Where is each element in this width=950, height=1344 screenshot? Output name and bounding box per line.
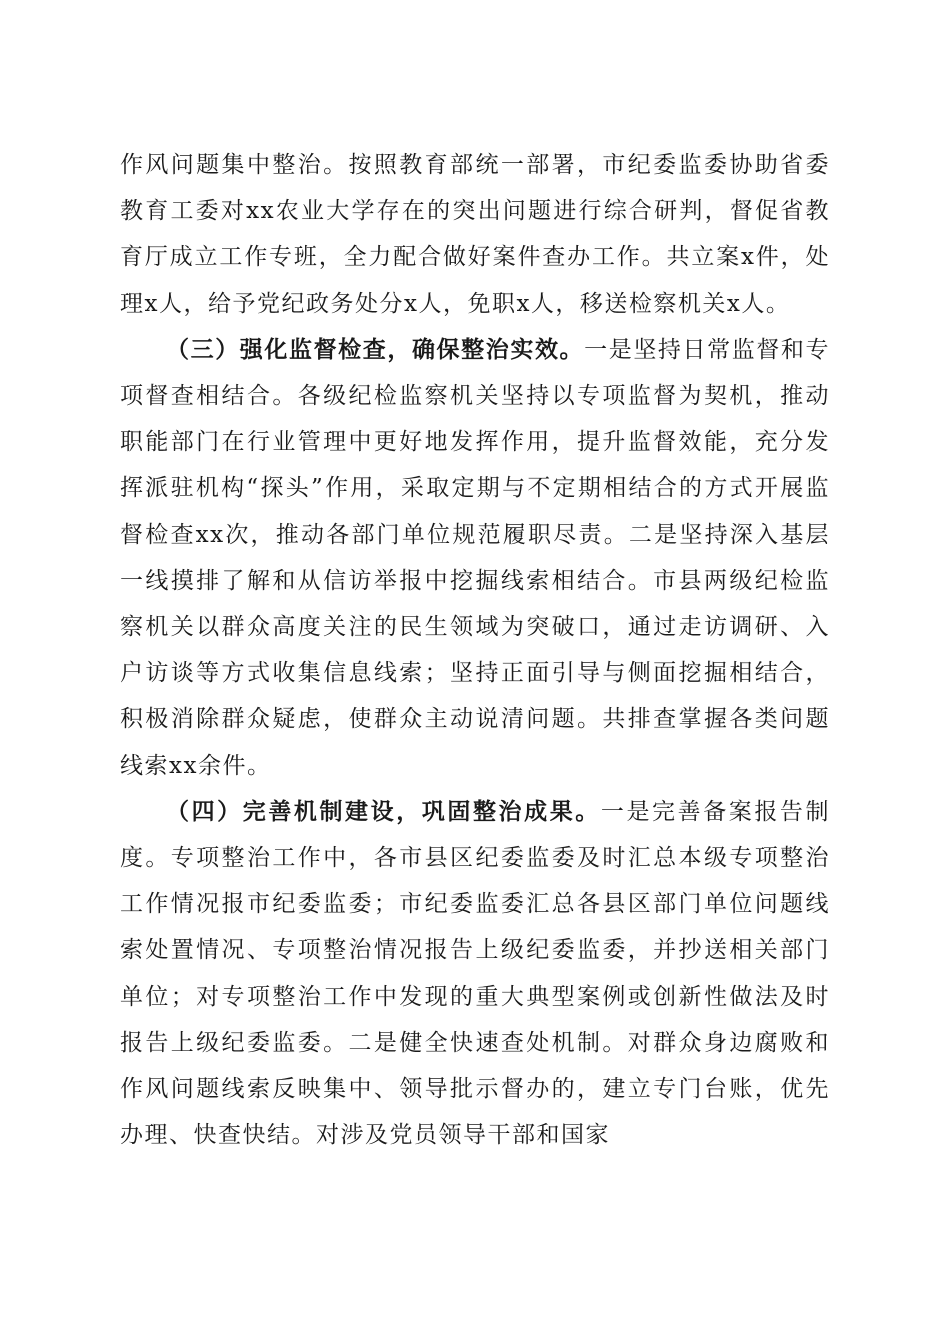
paragraph-1-text: 作风问题集中整治。按照教育部统一部署，市纪委监委协助省委教育工委对xx农业大学存在的突出问题进行综合研判，督促省教育厅成立工作专班，全力配合做好案件查办工作。共立案x件，处理x人，给予党纪政务处分x人，免职x人，移送检察机关x人。 — [120, 152, 830, 317]
document-body — [120, 142, 830, 1158]
paragraph-2 — [120, 327, 830, 789]
paragraph-3-text: 一是完善备案报告制度。专项整治工作中，各市县区纪委监委及时汇总本级专项整治工作情况报市纪委监委；市纪委监委汇总各县区部门单位问题线索处置情况、专项整治情况报告上级纪委监委，并抄送相关部门单位；对专项整治工作中发现的重大典型案例或创新性做法及时报告上级纪委监委。二是健全快速查处机制。对群众身边腐败和作风问题线索反映集中、领导批示督办的，建立专门台账，优先办理、快查快结。对涉及党员领导干部和国家 — [120, 798, 831, 1149]
section-4-heading: （四）完善机制建设，巩固整治成果。 — [166, 797, 601, 825]
paragraph-3 — [120, 789, 830, 1159]
section-3-heading: （三）强化监督检查，确保整治实效。 — [166, 335, 585, 363]
paragraph-1 — [120, 142, 830, 327]
paragraph-2-text: 一是坚持日常监督和专项督查相结合。各级纪检监察机关坚持以专项监督为契机，推动职能部门在行业管理中更好地发挥作用，提升监督效能，充分发挥派驻机构“探头”作用，采取定期与不定期相结合的方式开展监督检查xx次，推动各部门单位规范履职尽责。二是坚持深入基层一线摸排了解和从信访举报中挖掘线索相结合。市县两级纪检监察机关以群众高度关注的民生领域为突破口，通过走访调研、入户访谈等方式收集信息线索；坚持正面引导与侧面挖掘相结合，积极消除群众疑虑，使群众主动说清问题。共排查掌握各类问题线索xx余件。 — [120, 336, 831, 779]
